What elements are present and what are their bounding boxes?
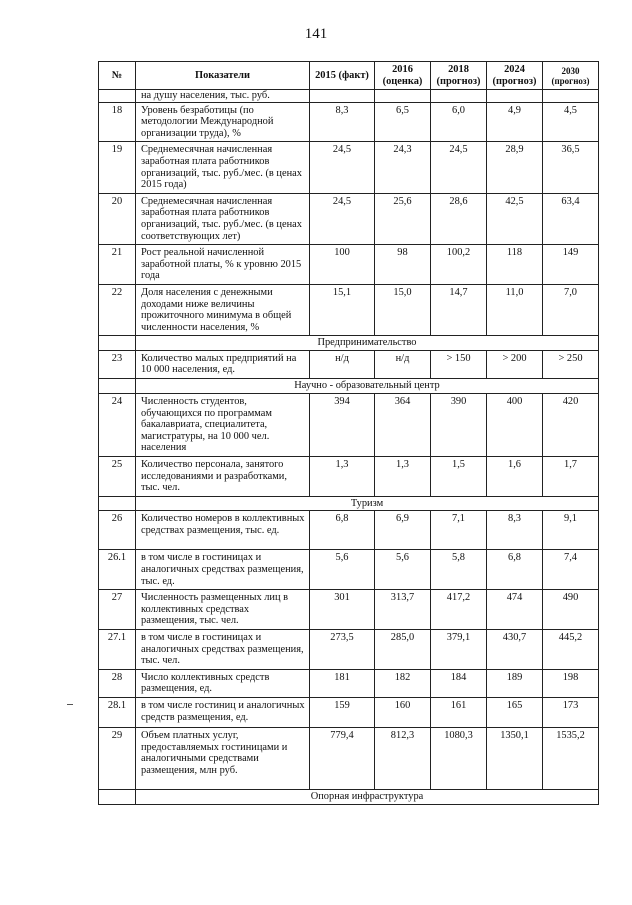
value-cell: 161 [431,697,487,727]
value-cell: 6,8 [310,511,375,550]
value-cell: 28,9 [487,142,543,193]
page-number: 141 [304,26,328,42]
indicator-label: Количество малых предприятий на 10 000 населения, ед. [136,350,310,378]
section-spacer [99,789,136,804]
row-number: 23 [99,350,136,378]
stray-mark [67,704,73,705]
value-cell: 6,8 [487,550,543,590]
value-cell: 42,5 [487,193,543,244]
value-cell: 420 [543,394,599,457]
value-cell: 1,3 [310,457,375,497]
value-cell: 100 [310,245,375,285]
table-row [99,394,599,457]
value-cell: 273,5 [310,629,375,669]
value-cell [310,90,375,103]
table-row [99,102,599,142]
value-cell: 4,5 [543,102,599,142]
table-row [99,350,599,378]
row-number: 24 [99,394,136,457]
value-cell: 6,0 [431,102,487,142]
value-cell: > 250 [543,350,599,378]
value-cell: 198 [543,669,599,697]
value-cell: 160 [375,697,431,727]
section-row [99,496,599,511]
value-cell: 63,4 [543,193,599,244]
value-cell: 7,1 [431,511,487,550]
indicator-label: в том числе в гостиницах и аналогичных средствах размещения, тыс. чел. [136,629,310,669]
value-cell: 8,3 [487,511,543,550]
value-cell: 285,0 [375,629,431,669]
table-row [99,550,599,590]
continuation-row [99,90,599,103]
value-cell: 15,0 [375,284,431,335]
section-spacer [99,336,136,351]
section-row [99,336,599,351]
col-header-2030: 2030 (прогноз) [543,62,599,90]
value-cell: 24,5 [431,142,487,193]
value-cell: 390 [431,394,487,457]
value-cell [487,90,543,103]
table-row [99,457,599,497]
value-cell: 6,5 [375,102,431,142]
value-cell: 189 [487,669,543,697]
col-header-2018: 2018 (прогноз) [431,62,487,90]
table-row [99,697,599,727]
value-cell: 15,1 [310,284,375,335]
row-number [99,90,136,103]
table-row [99,669,599,697]
value-cell: 400 [487,394,543,457]
value-cell: 4,9 [487,102,543,142]
value-cell: 1080,3 [431,727,487,789]
row-number: 19 [99,142,136,193]
table-body [99,90,599,805]
row-number: 29 [99,727,136,789]
value-cell: > 200 [487,350,543,378]
value-cell [543,90,599,103]
row-number: 28 [99,669,136,697]
row-number: 22 [99,284,136,335]
row-number: 18 [99,102,136,142]
indicator-label: в том числе гостиниц и аналогичных средств размещения, ед. [136,697,310,727]
value-cell: 1535,2 [543,727,599,789]
row-number: 20 [99,193,136,244]
col-header-indicator: Показатели [136,62,310,90]
value-cell: 1,6 [487,457,543,497]
col-header-number: № [99,62,136,90]
value-cell [431,90,487,103]
value-cell: 1,5 [431,457,487,497]
value-cell: 779,4 [310,727,375,789]
table-row [99,629,599,669]
value-cell: 159 [310,697,375,727]
value-cell: 5,6 [310,550,375,590]
value-cell: 36,5 [543,142,599,193]
value-cell: 118 [487,245,543,285]
indicator-label: Число коллективных средств размещения, ед. [136,669,310,697]
value-cell: 430,7 [487,629,543,669]
table-row [99,245,599,285]
section-row [99,379,599,394]
table-row [99,590,599,630]
value-cell: 379,1 [431,629,487,669]
value-cell: 474 [487,590,543,630]
value-cell: 173 [543,697,599,727]
value-cell: 5,6 [375,550,431,590]
value-cell: н/д [310,350,375,378]
indicator-label: на душу населения, тыс. руб. [136,90,310,103]
indicator-label: Численность размещенных лиц в коллективных средствах размещения, тыс. чел. [136,590,310,630]
value-cell: 24,5 [310,193,375,244]
value-cell: 149 [543,245,599,285]
col-header-2015: 2015 (факт) [310,62,375,90]
value-cell: 490 [543,590,599,630]
indicator-label: в том числе в гостиницах и аналогичных средствах размещения, тыс. ед. [136,550,310,590]
table-row [99,727,599,789]
value-cell: 184 [431,669,487,697]
value-cell: 812,3 [375,727,431,789]
value-cell: 165 [487,697,543,727]
value-cell: 11,0 [487,284,543,335]
row-number: 25 [99,457,136,497]
value-cell [375,90,431,103]
value-cell: 9,1 [543,511,599,550]
row-number: 21 [99,245,136,285]
value-cell: 1350,1 [487,727,543,789]
value-cell: 24,3 [375,142,431,193]
value-cell: 14,7 [431,284,487,335]
value-cell: 364 [375,394,431,457]
value-cell: 1,7 [543,457,599,497]
value-cell: 313,7 [375,590,431,630]
value-cell: 7,0 [543,284,599,335]
indicator-label: Количество персонала, занятого исследованиями и разработками, тыс. чел. [136,457,310,497]
section-row [99,789,599,804]
row-number: 27 [99,590,136,630]
table-row [99,284,599,335]
value-cell: 8,3 [310,102,375,142]
value-cell: 24,5 [310,142,375,193]
row-number: 26.1 [99,550,136,590]
section-title: Научно - образовательный центр [136,379,599,394]
indicators-table [98,61,599,805]
indicator-label: Доля населения с денежными доходами ниже величины прожиточного минимума в общей численности населения, % [136,284,310,335]
indicator-label: Среднемесячная начисленная заработная плата работников организаций, тыс. руб./мес. (в ценах 2015 года) [136,142,310,193]
value-cell: 182 [375,669,431,697]
value-cell: 181 [310,669,375,697]
indicator-label: Уровень безработицы (по методологии Международной организации труда), % [136,102,310,142]
value-cell: 25,6 [375,193,431,244]
value-cell: 301 [310,590,375,630]
row-number: 27.1 [99,629,136,669]
section-title: Туризм [136,496,599,511]
row-number: 28.1 [99,697,136,727]
value-cell: 6,9 [375,511,431,550]
indicator-label: Среднемесячная начисленная заработная плата работников организаций, тыс. руб./мес. (в ценах соответствующих лет) [136,193,310,244]
col-header-2024: 2024 (прогноз) [487,62,543,90]
table-row [99,193,599,244]
value-cell: н/д [375,350,431,378]
header-row [99,62,599,90]
row-number: 26 [99,511,136,550]
section-title: Опорная инфраструктура [136,789,599,804]
indicator-label: Рост реальной начисленной заработной платы, % к уровню 2015 года [136,245,310,285]
value-cell: 394 [310,394,375,457]
value-cell: > 150 [431,350,487,378]
indicator-label: Объем платных услуг, предоставляемых гостиницами и аналогичными средствами размещения, млн руб. [136,727,310,789]
table-row [99,142,599,193]
col-header-2016: 2016 (оценка) [375,62,431,90]
value-cell: 100,2 [431,245,487,285]
table-row [99,511,599,550]
indicator-label: Численность студентов, обучающихся по программам бакалавриата, специалитета, магистратуры, на 10 000 чел. населения [136,394,310,457]
value-cell: 98 [375,245,431,285]
value-cell: 445,2 [543,629,599,669]
section-spacer [99,496,136,511]
value-cell: 5,8 [431,550,487,590]
value-cell: 1,3 [375,457,431,497]
value-cell: 417,2 [431,590,487,630]
value-cell: 7,4 [543,550,599,590]
section-title: Предпринимательство [136,336,599,351]
value-cell: 28,6 [431,193,487,244]
section-spacer [99,379,136,394]
indicator-label: Количество номеров в коллективных средствах размещения, тыс. ед. [136,511,310,550]
